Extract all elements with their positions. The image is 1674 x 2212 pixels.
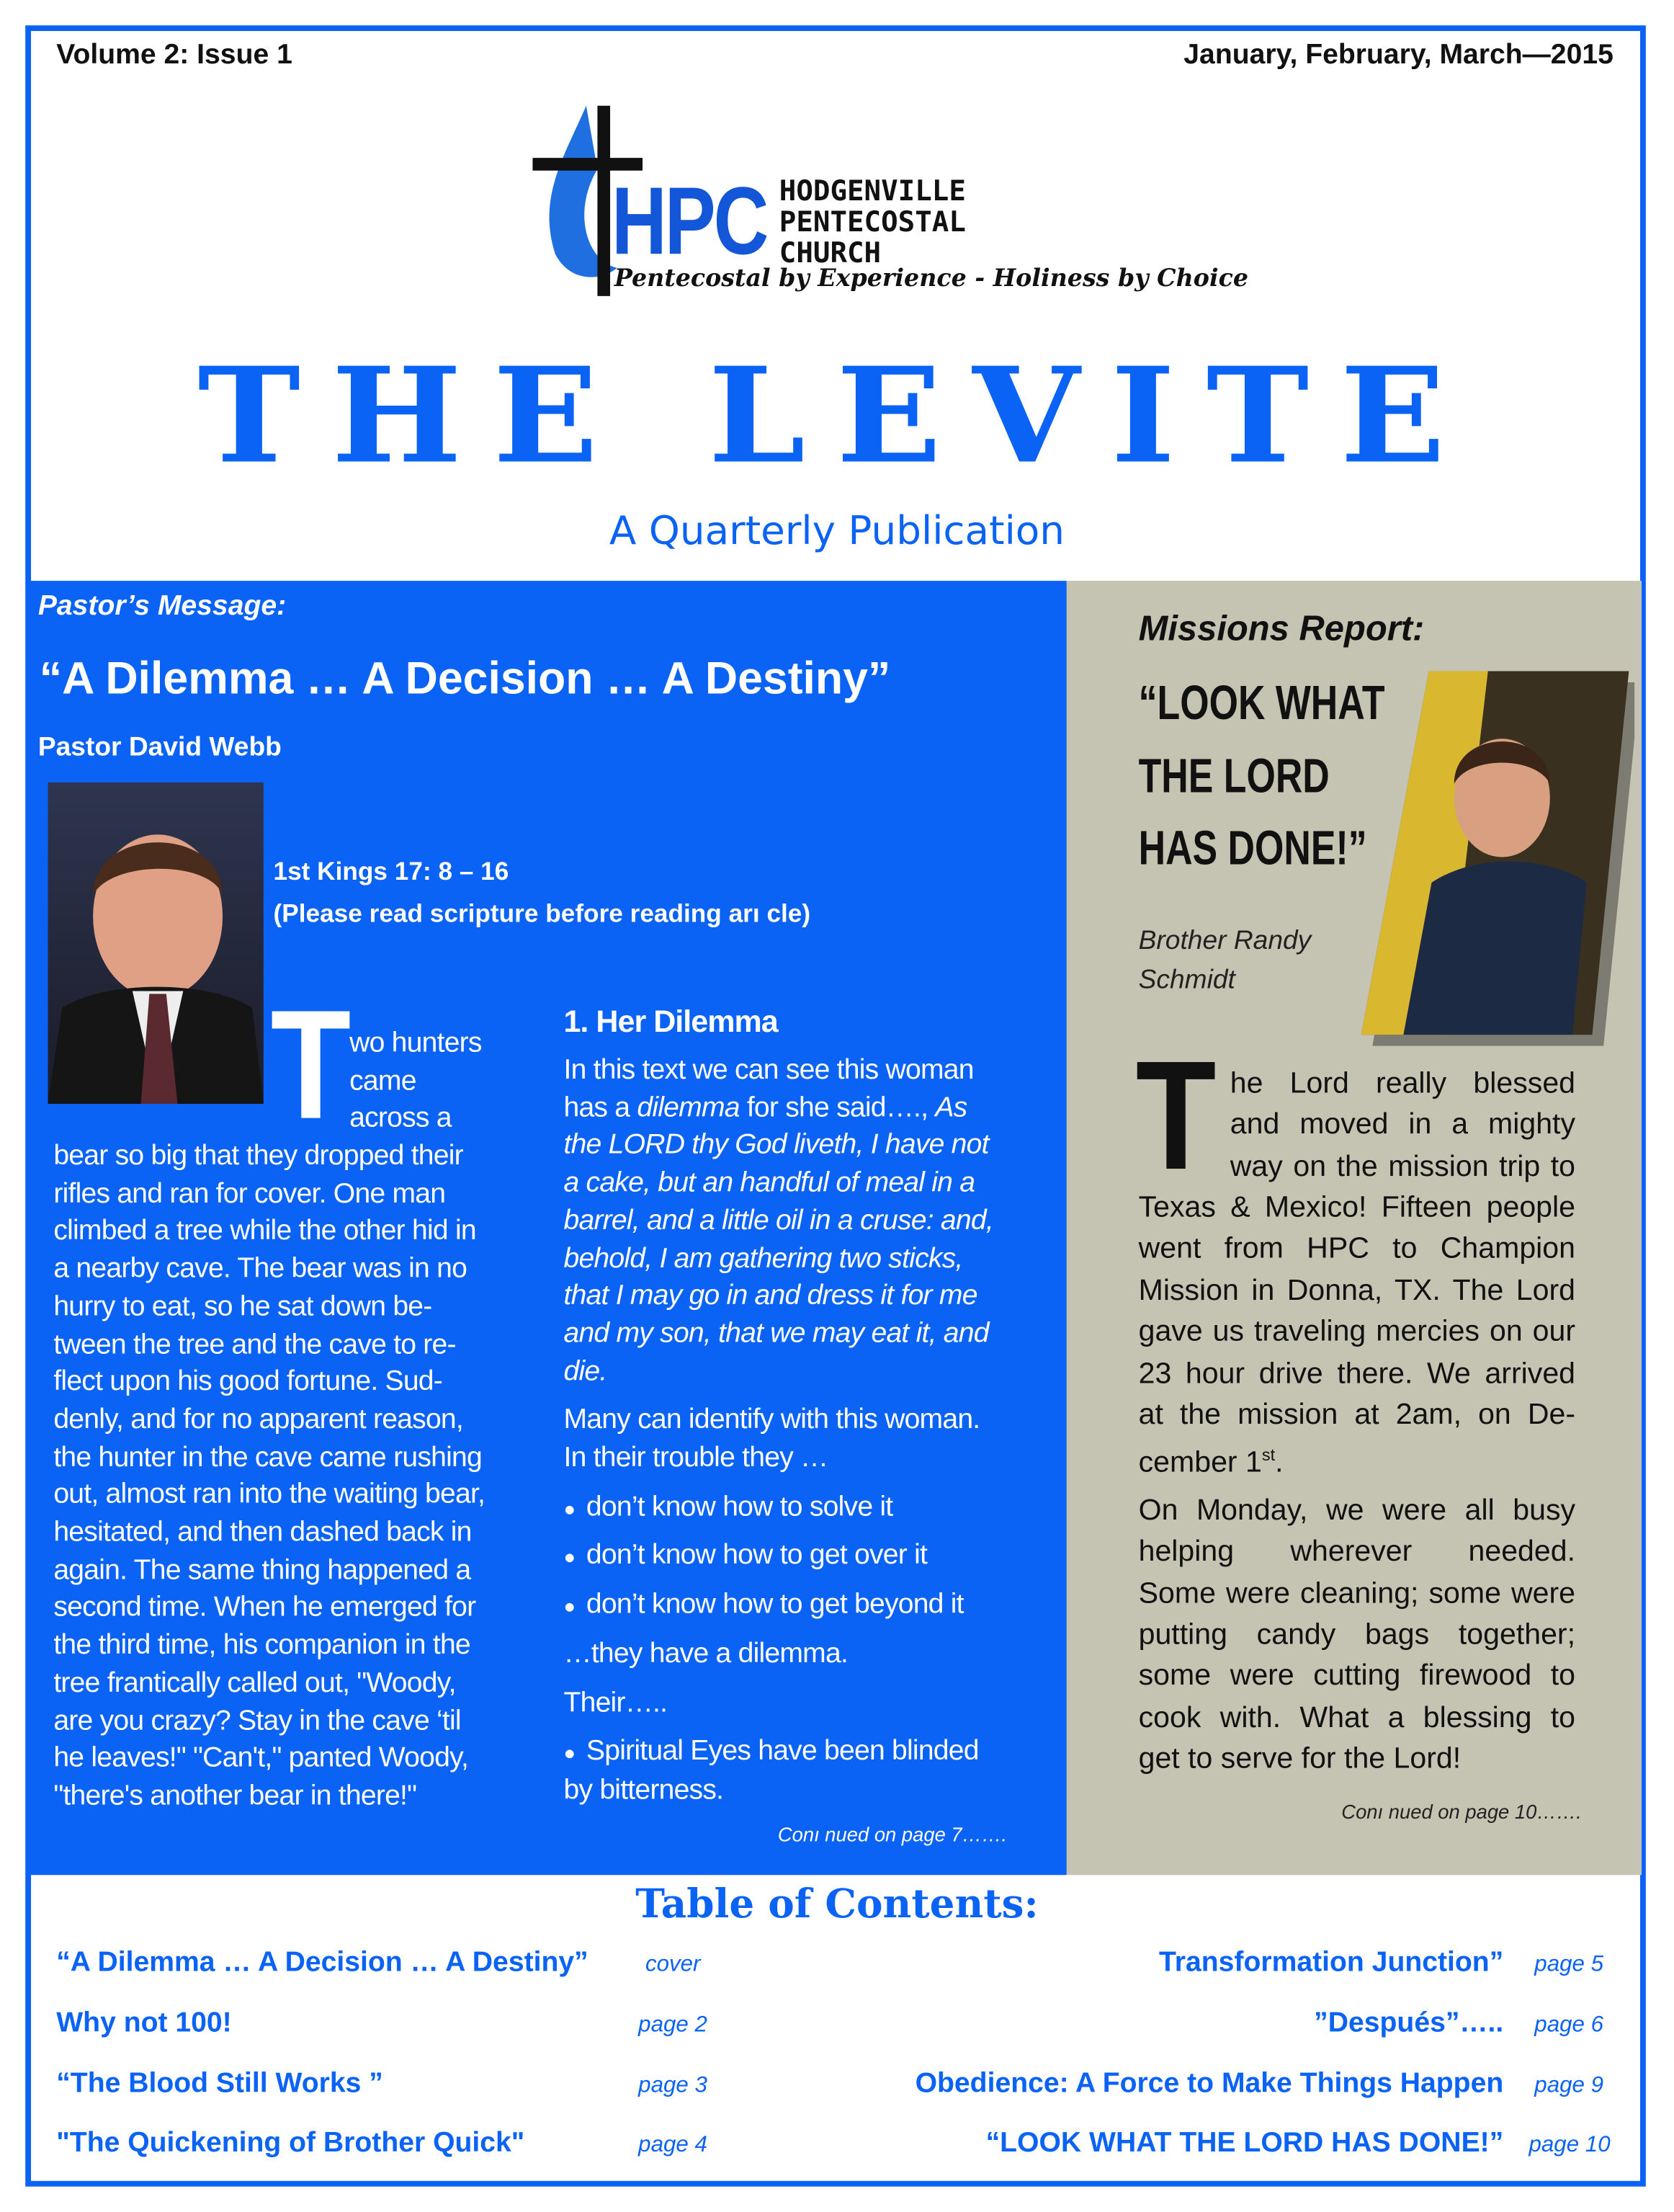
toc-entry-page[interactable]: page 5 bbox=[1534, 1952, 1604, 1977]
article-line: tree frantically called out, "Woody, bbox=[53, 1667, 456, 1699]
pastor-byline: Pastor David Webb bbox=[37, 733, 282, 763]
missions-line: and moved in a mighty bbox=[1230, 1108, 1576, 1141]
article-line: second time. When he emerged for bbox=[53, 1592, 476, 1623]
article-line: tween the tree and the cave to re- bbox=[53, 1329, 456, 1360]
toc-entry-page[interactable]: page 3 bbox=[638, 2074, 707, 2098]
toc-entry-page[interactable]: page 2 bbox=[638, 2013, 707, 2038]
toc-entry-title[interactable]: Transformation Junction” bbox=[1159, 1947, 1504, 1979]
scripture-quote-line: and my son, that we may eat it, and bbox=[563, 1318, 989, 1350]
bullet-icon: ● bbox=[563, 1595, 576, 1618]
toc-entry-title[interactable]: "The Quickening of Brother Quick" bbox=[56, 2127, 525, 2159]
bullet-icon: ● bbox=[563, 1497, 576, 1520]
missions-headline-line: THE LORD bbox=[1138, 749, 1330, 803]
article-line: climbed a tree while the other hid in bbox=[53, 1216, 476, 1247]
toc-entry-title[interactable]: “The Blood Still Works ” bbox=[56, 2068, 383, 2100]
toc-entry-page[interactable]: page 4 bbox=[638, 2133, 707, 2157]
missionary-photo bbox=[1361, 671, 1635, 1045]
article-line: hurry to eat, so he sat down be- bbox=[53, 1290, 432, 1322]
missions-line: get to serve for the Lord! bbox=[1138, 1742, 1462, 1775]
toc-heading: Table of Contents: bbox=[635, 1881, 1039, 1927]
article-line: are you crazy? Stay in the cave ‘til bbox=[53, 1705, 461, 1736]
scripture-quote-line: the LORD thy God liveth, I have not bbox=[563, 1130, 989, 1161]
missions-line: cember 1st. bbox=[1138, 1445, 1284, 1480]
pastor-photo bbox=[48, 782, 264, 1104]
bullet-item: ● don’t know how to solve it bbox=[563, 1491, 893, 1522]
toc-entry-page[interactable]: page 9 bbox=[1534, 2074, 1604, 2098]
toc-entry-page[interactable]: cover bbox=[645, 1952, 701, 1977]
article-line: has a dilemma for she said…., As bbox=[563, 1092, 967, 1123]
toc-entry-page[interactable]: page 10 bbox=[1528, 2133, 1611, 2157]
article-line: the third time, his companion in the bbox=[53, 1630, 470, 1662]
scripture-quote-line: die. bbox=[563, 1355, 607, 1387]
missions-line: Mission in Donna, TX. The Lord bbox=[1138, 1274, 1576, 1307]
scripture-reference: 1st Kings 17: 8 – 16 bbox=[273, 857, 509, 886]
missions-section-label: Missions Report: bbox=[1138, 609, 1425, 649]
toc-entry-title[interactable]: Why not 100! bbox=[56, 2007, 232, 2039]
drop-cap: T bbox=[270, 978, 352, 1152]
masthead-subtitle: A Quarterly Publication bbox=[609, 507, 1065, 554]
logo-line-1: HODGENVILLE bbox=[779, 173, 966, 208]
missions-line: Some were cleaning; some were bbox=[1138, 1577, 1576, 1610]
missions-author-line: Brother Randy bbox=[1138, 926, 1312, 956]
scripture-quote-line: behold, I am gathering two sticks, bbox=[563, 1242, 963, 1274]
article-line: a nearby cave. The bear was in no bbox=[53, 1253, 467, 1285]
article-line: again. The same thing happened a bbox=[53, 1554, 471, 1586]
bullet-icon: ● bbox=[563, 1546, 576, 1569]
continued-link-page-7[interactable]: Conı nued on page 7……. bbox=[777, 1822, 1008, 1846]
logo-line-2: PENTECOSTAL bbox=[779, 204, 966, 238]
article-line: across a bbox=[349, 1102, 452, 1134]
article-line: bear so big that they dropped their bbox=[53, 1140, 463, 1172]
article-line: the hunter in the cave came rushing bbox=[53, 1441, 482, 1473]
article-line: denly, and for no apparent reason, bbox=[53, 1404, 463, 1435]
missions-line: On Monday, we were all busy bbox=[1138, 1494, 1576, 1527]
article-line: rifles and ran for cover. One man bbox=[53, 1178, 446, 1210]
missions-line: he Lord really blessed bbox=[1230, 1067, 1576, 1100]
pastor-section-label: Pastor’s Message: bbox=[37, 590, 287, 622]
article-line: wo hunters bbox=[349, 1027, 482, 1059]
church-logo bbox=[530, 99, 1249, 310]
issue-label: Volume 2: Issue 1 bbox=[56, 39, 292, 71]
logo-initials: HPC bbox=[611, 167, 767, 275]
pastor-headline: “A Dilemma … A Decision … A Destiny” bbox=[39, 652, 891, 704]
missions-line: way on the mission trip to bbox=[1230, 1150, 1576, 1183]
missions-line: Texas & Mexico! Fifteen people bbox=[1138, 1191, 1576, 1224]
date-label: January, February, March—2015 bbox=[1183, 39, 1613, 71]
bullet-item: ● don’t know how to get beyond it bbox=[563, 1589, 964, 1620]
person-portrait-icon bbox=[48, 782, 264, 1104]
scripture-quote-line: a cake, but an handful of meal in a bbox=[563, 1167, 975, 1199]
missions-line: helping wherever needed. bbox=[1138, 1535, 1576, 1569]
article-line: Their….. bbox=[563, 1687, 668, 1718]
continued-link-page-10[interactable]: Conı nued on page 10……. bbox=[1341, 1800, 1582, 1823]
missions-line: gave us traveling mercies on our bbox=[1138, 1315, 1576, 1348]
toc-entry-title[interactable]: “A Dilemma … A Decision … A Destiny” bbox=[56, 1947, 588, 1979]
article-line: …they have a dilemma. bbox=[563, 1638, 849, 1669]
article-line: In their trouble they … bbox=[563, 1442, 828, 1473]
article-line: by bitterness. bbox=[563, 1775, 724, 1806]
missions-line: 23 hour drive there. We arrived bbox=[1138, 1357, 1576, 1390]
toc-entry-title[interactable]: “LOOK WHAT THE LORD HAS DONE!” bbox=[985, 2127, 1504, 2159]
missions-line: putting candy bags together; bbox=[1138, 1618, 1576, 1651]
missions-line: went from HPC to Champion bbox=[1138, 1232, 1576, 1265]
article-line: Many can identify with this woman. bbox=[563, 1404, 980, 1436]
missions-headline-line: HAS DONE!” bbox=[1138, 821, 1367, 876]
missions-headline-line: “LOOK WHAT bbox=[1138, 677, 1385, 731]
article-line: came bbox=[349, 1065, 416, 1097]
missions-author-line: Schmidt bbox=[1138, 965, 1235, 996]
bullet-item: ● don’t know how to get over it bbox=[563, 1540, 928, 1571]
article-line: In this text we can see this woman bbox=[563, 1054, 974, 1086]
article-line: he leaves!" "Can't," panted Woody, bbox=[53, 1742, 469, 1774]
article-line: flect upon his good fortune. Sud- bbox=[53, 1366, 443, 1398]
article-line: hesitated, and then dashed back in bbox=[53, 1517, 472, 1548]
scripture-quote-line: barrel, and a little oil in a cruse: and, bbox=[563, 1205, 993, 1236]
missions-line: at the mission at 2am, on De- bbox=[1138, 1399, 1576, 1432]
section-heading-her-dilemma: 1. Her Dilemma bbox=[563, 1004, 778, 1040]
toc-entry-title[interactable]: ”Después”….. bbox=[1314, 2007, 1504, 2039]
missions-line: cook with. What a blessing to bbox=[1138, 1701, 1576, 1734]
drop-cap: T bbox=[1135, 1029, 1217, 1203]
missions-line: some were cutting firewood to bbox=[1138, 1659, 1576, 1693]
toc-entry-page[interactable]: page 6 bbox=[1534, 2013, 1604, 2038]
scripture-note: (Please read scripture before reading arı cle) bbox=[273, 899, 811, 928]
masthead-title: THE LEVITE bbox=[197, 339, 1477, 494]
article-line: "there's another bear in there!" bbox=[53, 1780, 417, 1812]
article-line: out, almost ran into the waiting bear, bbox=[53, 1479, 485, 1511]
bullet-item: ● Spiritual Eyes have been blinded bbox=[563, 1736, 979, 1767]
scripture-quote-line: that I may go in and dress it for me bbox=[563, 1280, 977, 1312]
toc-entry-title[interactable]: Obedience: A Force to Make Things Happen bbox=[915, 2068, 1504, 2100]
logo-tagline: Pentecostal by Experience - Holiness by Choice bbox=[614, 264, 1249, 293]
logo-line-3: CHURCH bbox=[779, 235, 882, 269]
